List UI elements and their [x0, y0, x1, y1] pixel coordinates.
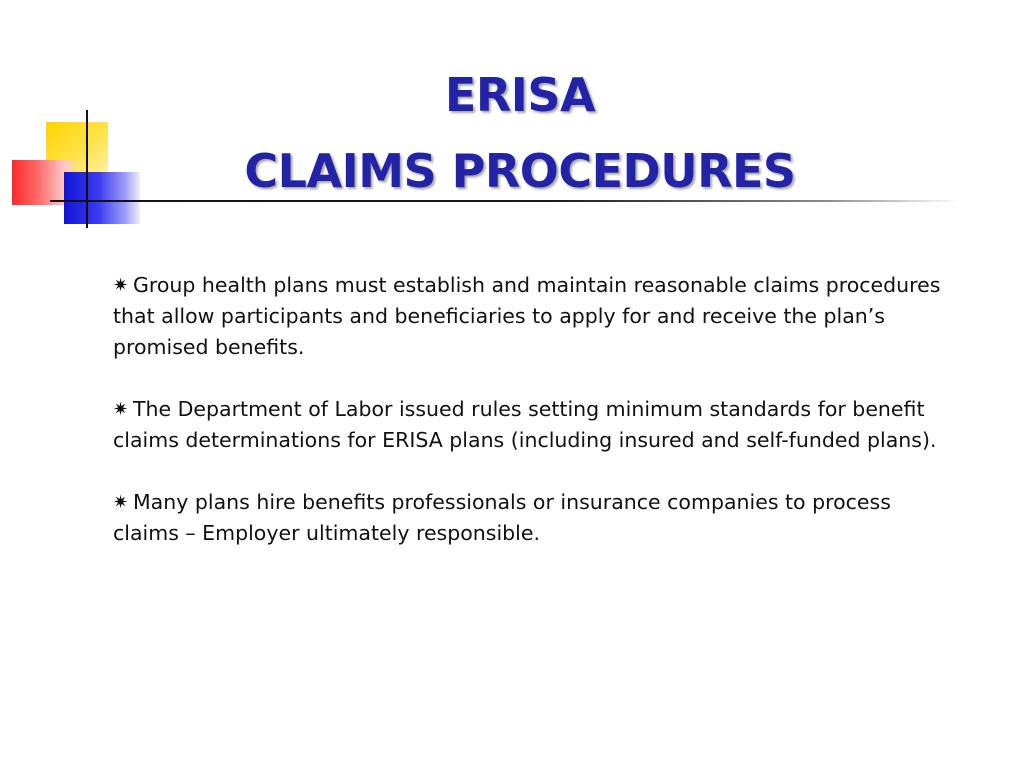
title-line-2: CLAIMS PROCEDURES — [244, 143, 796, 198]
bullet-text: Group health plans must establish and maintain reasonable claims procedures that allow participants and beneficiaries to apply for and receive the plan’s promised benefits. — [113, 273, 941, 359]
asterisk-star-icon: ✷ — [113, 275, 129, 296]
slide-title — [100, 58, 940, 210]
bullet-item — [113, 394, 943, 456]
bullet-text: The Department of Labor issued rules setting minimum standards for benefit claims determinations for ERISA plans (including insured and self-funded plans). — [113, 397, 937, 452]
bullet-item — [113, 270, 943, 363]
title-line-1: ERISA — [444, 68, 596, 122]
bullet-item — [113, 487, 943, 549]
bullet-list — [113, 270, 943, 580]
asterisk-star-icon: ✷ — [113, 492, 129, 513]
decorative-vertical-line — [86, 110, 88, 228]
bullet-text: Many plans hire benefits professionals or insurance companies to process claims – Employer ultimately responsible. — [113, 490, 891, 545]
asterisk-star-icon: ✷ — [113, 399, 129, 420]
